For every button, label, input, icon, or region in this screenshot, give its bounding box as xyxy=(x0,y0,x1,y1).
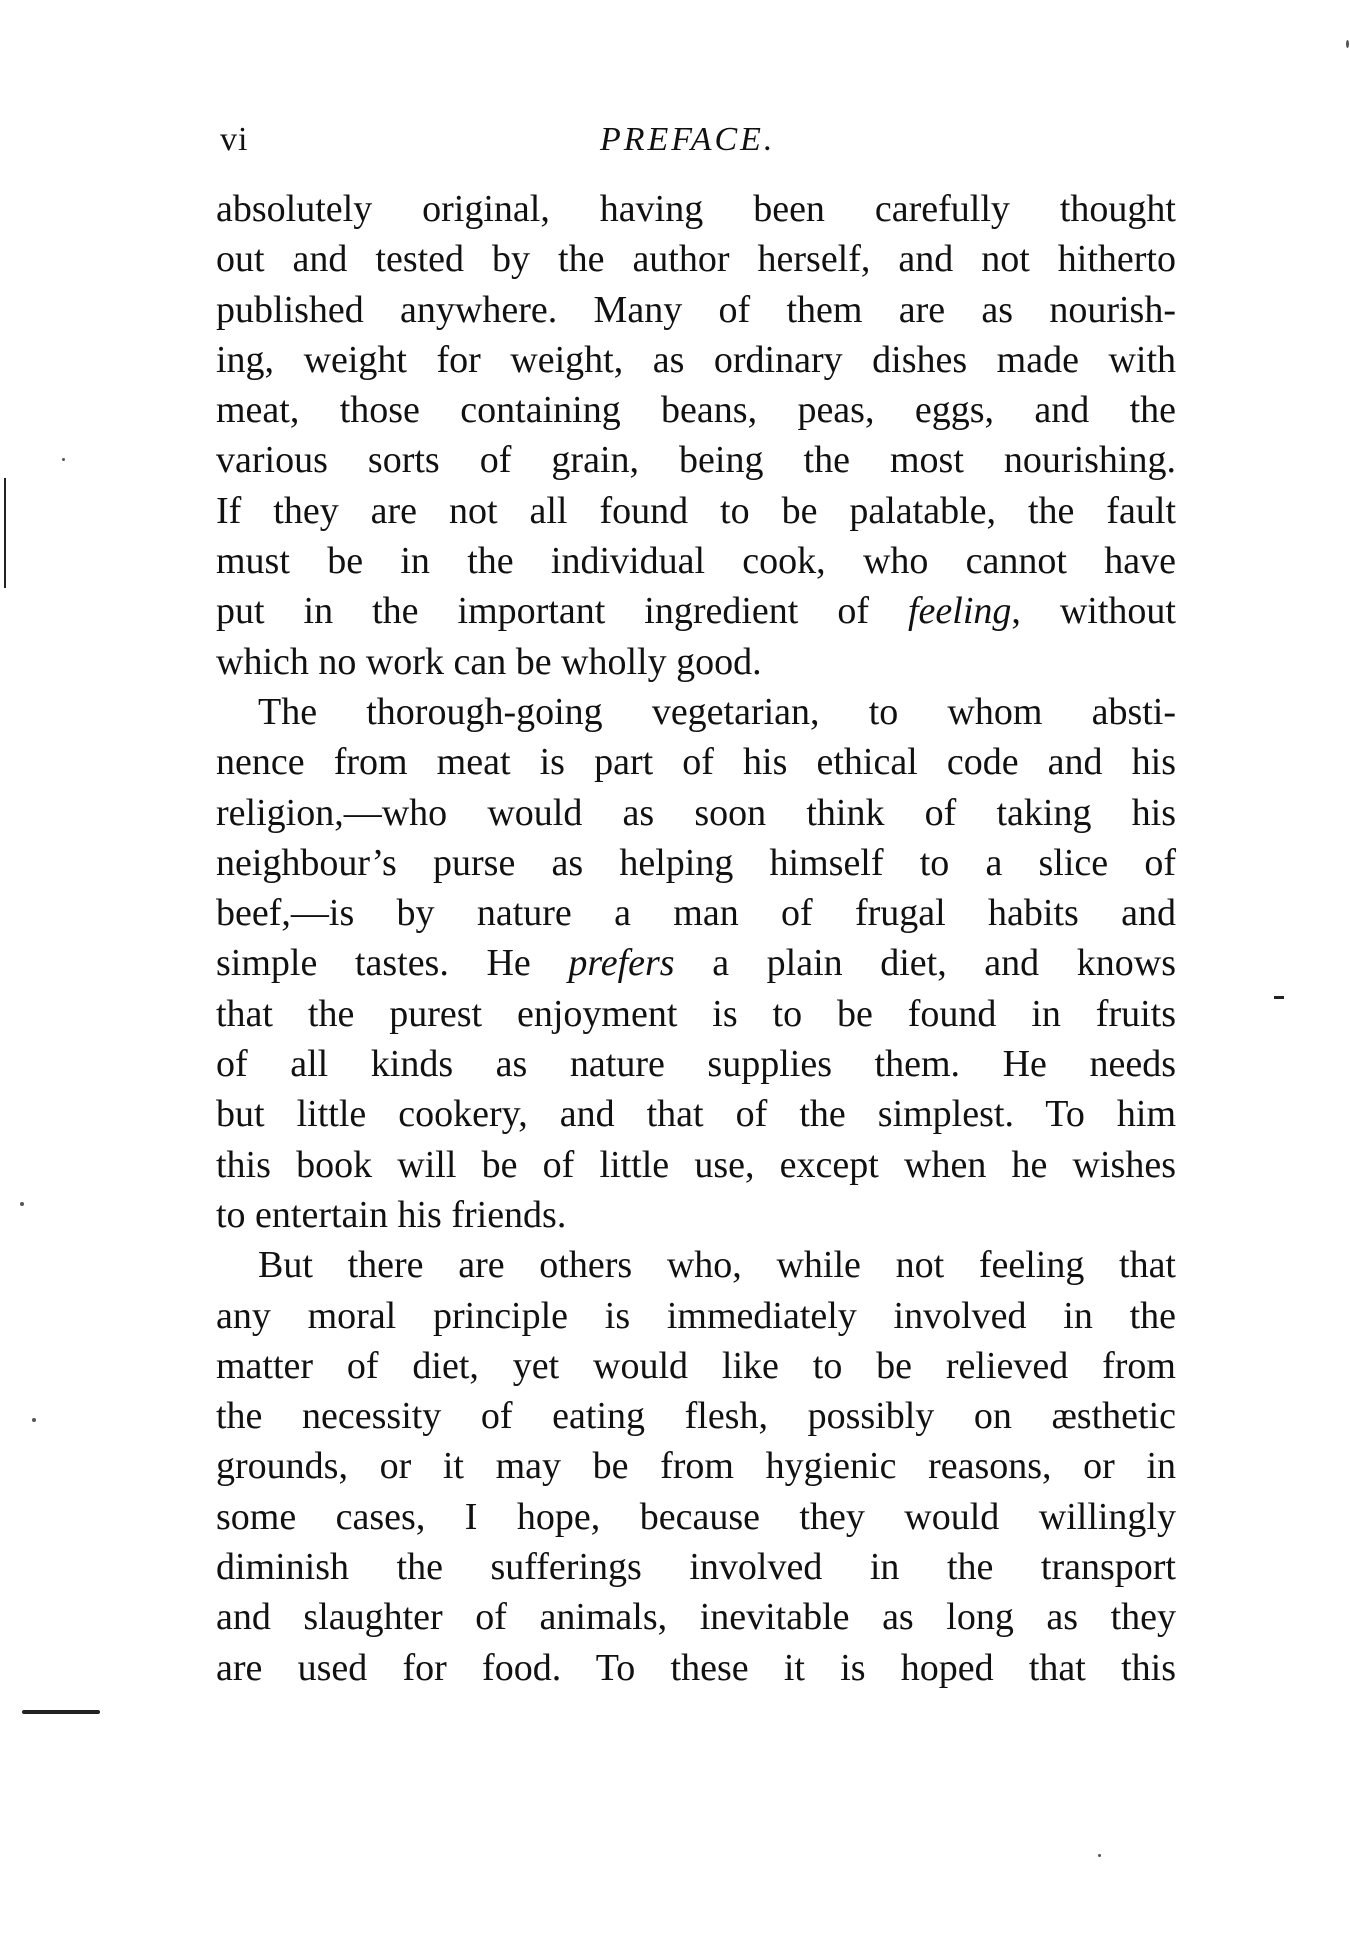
text-line xyxy=(216,1341,1176,1391)
text-line xyxy=(216,788,1176,838)
text-line xyxy=(216,1542,1176,1592)
line-text: If they are not all found to be palatable, the fault xyxy=(216,489,1176,532)
text-line xyxy=(216,1089,1176,1139)
emphasis-text: prefers xyxy=(568,942,675,985)
line-text: that the purest enjoyment is to be found in fruits xyxy=(216,992,1176,1035)
text-line xyxy=(216,938,1176,988)
running-title: PREFACE. xyxy=(600,121,776,158)
text-line xyxy=(216,234,1176,284)
line-text: various sorts of grain, being the most nourishing. xyxy=(216,439,1176,482)
text-line xyxy=(216,1643,1176,1693)
text-line xyxy=(216,285,1176,335)
line-text: but little cookery, and that of the simplest. To him xyxy=(216,1093,1176,1136)
line-text: ing, weight for weight, as ordinary dishes made with xyxy=(216,338,1176,381)
line-text: which no work can be wholly good. xyxy=(216,640,762,683)
text-line xyxy=(216,838,1176,888)
line-text: a plain diet, and knows xyxy=(674,942,1176,985)
scan-speck xyxy=(62,458,65,461)
scan-speck xyxy=(20,1202,24,1206)
line-text: are used for food. To these it is hoped that this xyxy=(216,1646,1176,1689)
text-line xyxy=(216,1492,1176,1542)
page-number: vi xyxy=(220,121,249,158)
line-text: any moral principle is immediately involved in the xyxy=(216,1294,1176,1337)
line-text: , without xyxy=(1011,590,1176,633)
text-line xyxy=(216,1291,1176,1341)
line-text: absolutely original, having been carefully thought xyxy=(216,188,1176,230)
line-text: religion,—who would as soon think of taking his xyxy=(216,791,1176,834)
text-line xyxy=(216,989,1176,1039)
text-line xyxy=(216,1140,1176,1190)
text-line xyxy=(216,737,1176,787)
line-text: and slaughter of animals, inevitable as long as they xyxy=(216,1596,1176,1639)
body-text xyxy=(216,184,1176,1693)
text-line xyxy=(216,1190,1176,1240)
line-text: matter of diet, yet would like to be relieved from xyxy=(216,1344,1176,1387)
emphasis-text: feeling xyxy=(907,590,1012,633)
line-text: But there are others who, while not feeling that xyxy=(258,1244,1176,1287)
line-text: diminish the sufferings involved in the transport xyxy=(216,1546,1176,1589)
line-text: simple tastes. He xyxy=(216,942,569,985)
margin-dash xyxy=(1274,996,1284,999)
line-text: the necessity of eating flesh, possibly on æsthetic xyxy=(216,1395,1176,1438)
text-line xyxy=(216,435,1176,485)
text-line xyxy=(216,1592,1176,1642)
text-line xyxy=(216,687,1176,737)
text-line xyxy=(216,586,1176,636)
running-head xyxy=(220,118,1172,162)
text-line xyxy=(216,335,1176,385)
line-text: neighbour’s purse as helping himself to a slice of xyxy=(216,841,1176,884)
line-text: of all kinds as nature supplies them. He needs xyxy=(216,1043,1176,1086)
line-text: beef,—is by nature a man of frugal habits and xyxy=(216,892,1176,935)
margin-arrow-mark xyxy=(22,1710,100,1714)
margin-rule xyxy=(4,478,6,588)
line-text: published anywhere. Many of them are as nourish- xyxy=(216,288,1176,331)
line-text: out and tested by the author herself, and not hitherto xyxy=(216,238,1176,281)
text-line xyxy=(216,536,1176,586)
text-line xyxy=(216,486,1176,536)
line-text: The thorough-going vegetarian, to whom absti- xyxy=(258,690,1176,733)
line-text: nence from meat is part of his ethical code and his xyxy=(216,741,1176,784)
line-text: put in the important ingredient of xyxy=(216,590,908,633)
text-line xyxy=(216,1391,1176,1441)
scan-speck xyxy=(1346,40,1349,48)
text-line xyxy=(216,1240,1176,1290)
text-line xyxy=(216,888,1176,938)
line-text: some cases, I hope, because they would willingly xyxy=(216,1495,1176,1538)
line-text: grounds, or it may be from hygienic reasons, or in xyxy=(216,1445,1176,1488)
line-text: to entertain his friends. xyxy=(216,1193,567,1236)
line-text: meat, those containing beans, peas, eggs, and the xyxy=(216,389,1176,432)
scan-speck xyxy=(32,1418,36,1422)
line-text: must be in the individual cook, who cannot have xyxy=(216,540,1176,583)
scan-speck xyxy=(1098,1854,1101,1857)
text-line xyxy=(216,385,1176,435)
line-text: this book will be of little use, except when he wishes xyxy=(216,1143,1176,1186)
text-line xyxy=(216,637,1176,687)
text-line xyxy=(216,1441,1176,1491)
text-line xyxy=(216,184,1176,234)
text-line xyxy=(216,1039,1176,1089)
